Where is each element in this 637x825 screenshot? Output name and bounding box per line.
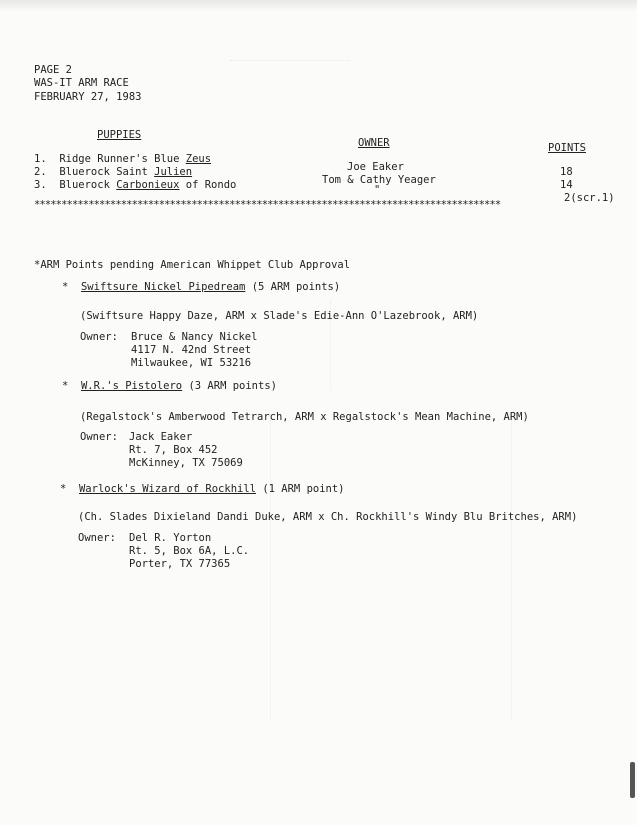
event-date: FEBRUARY 27, 1983 [34, 91, 142, 103]
entry-3-owner-label: Owner: [78, 532, 116, 544]
points-heading: POINTS [548, 142, 586, 154]
puppy-row-2: 2. Bluerock Saint Julien [34, 166, 193, 178]
entry-3-owner-name: Del R. Yorton [129, 532, 212, 544]
entry-1-pedigree: (Swiftsure Happy Daze, ARM x Slade's Edie-Ann O'Lazebrook, ARM) [80, 310, 479, 322]
entry-1-owner-label: Owner: [80, 331, 118, 343]
puppy-points-2: 14 [560, 179, 573, 191]
puppy-points-3: 2(scr.1) [564, 192, 615, 204]
entry-2-pedigree: (Regalstock's Amberwood Tetrarch, ARM x Regalstock's Mean Machine, ARM) [80, 411, 529, 423]
entry-1-owner-city: Milwaukee, WI 53216 [131, 357, 252, 369]
entry-1-owner-street: 4117 N. 42nd Street [131, 344, 252, 356]
entry-1-title: * Swiftsure Nickel Pipedream (5 ARM points) [62, 281, 341, 293]
page-number: PAGE 2 [34, 64, 72, 76]
entry-2-owner-label: Owner: [80, 431, 118, 443]
scan-edge-mark [630, 762, 635, 798]
asterisk-divider: ************************************************************************************** [34, 199, 501, 211]
scan-top-shadow [0, 0, 637, 12]
entry-3-pedigree: (Ch. Slades Dixieland Dandi Duke, ARM x Ch. Rockhill's Windy Blu Britches, ARM) [78, 511, 578, 523]
puppies-heading: PUPPIES [97, 129, 142, 141]
puppy-owner-3: " [374, 184, 381, 196]
entry-2-title: * W.R.'s Pistolero (3 ARM points) [62, 380, 277, 392]
entry-3-owner-city: Porter, TX 77365 [129, 558, 231, 570]
puppy-owner-1: Joe Eaker [347, 161, 404, 173]
entry-2-owner-name: Jack Eaker [129, 431, 193, 443]
puppy-points-1: 18 [560, 166, 573, 178]
entry-3-title: * Warlock's Wizard of Rockhill (1 ARM point) [60, 483, 345, 495]
entry-2-owner-city: McKinney, TX 75069 [129, 457, 243, 469]
entry-2-owner-street: Rt. 7, Box 452 [129, 444, 218, 456]
puppy-row-3: 3. Bluerock Carbonieux of Rondo [34, 179, 237, 191]
arm-points-note: *ARM Points pending American Whippet Club Approval [34, 259, 351, 271]
owner-heading: OWNER [358, 137, 390, 149]
entry-3-owner-street: Rt. 5, Box 6A, L.C. [129, 545, 250, 557]
event-title: WAS-IT ARM RACE [34, 77, 129, 89]
puppy-row-1: 1. Ridge Runner's Blue Zeus [34, 153, 212, 165]
entry-1-owner-name: Bruce & Nancy Nickel [131, 331, 258, 343]
puppy-owner-2: Tom & Cathy Yeager [322, 174, 436, 186]
